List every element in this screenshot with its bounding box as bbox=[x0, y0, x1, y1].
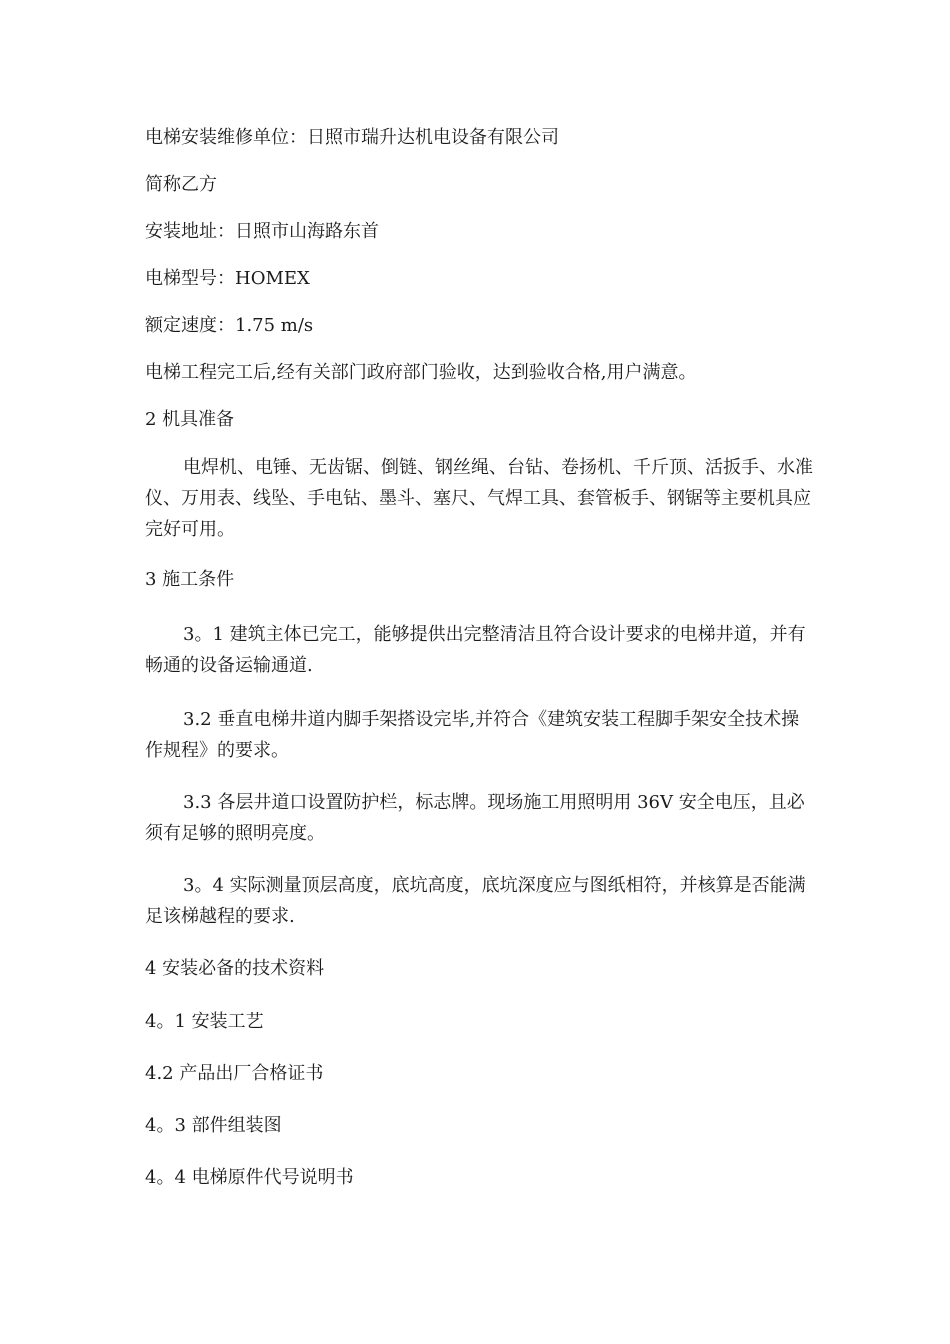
section-3-item bbox=[145, 870, 815, 932]
section-3-item-text: 3。1 建筑主体已完工，能够提供出完整清洁且符合设计要求的电梯井道，并有畅通的设备运输通道. bbox=[145, 624, 806, 676]
section-3-item bbox=[145, 619, 815, 681]
acceptance-line: 电梯工程完工后,经有关部门政府部门验收，达到验收合格,用户满意。 bbox=[145, 362, 697, 383]
abbreviation-line: 简称乙方 bbox=[145, 174, 217, 195]
section-2-heading: 2 机具准备 bbox=[145, 409, 235, 430]
elevator-model-line: 电梯型号：HOMEX bbox=[145, 268, 310, 289]
section-4-heading: 4 安装必备的技术资料 bbox=[145, 958, 325, 979]
section-2-body-text: 电焊机、电锤、无齿锯、倒链、钢丝绳、台钻、卷扬机、千斤顶、活扳手、水准仪、万用表、线坠、手电钻、墨斗、塞尺、气焊工具、套管板手、钢锯等主要机具应完好可用。 bbox=[145, 457, 813, 540]
installer-unit-line: 电梯安装维修单位：日照市瑞升达机电设备有限公司 bbox=[145, 127, 559, 148]
section-3-item bbox=[145, 704, 815, 766]
section-3-item bbox=[145, 787, 815, 849]
section-3-heading: 3 施工条件 bbox=[145, 569, 235, 590]
section-4-item: 4。3 部件组装图 bbox=[145, 1115, 282, 1136]
rated-speed-line: 额定速度：1.75 m/s bbox=[145, 315, 314, 336]
section-3-item-text: 3.2 垂直电梯井道内脚手架搭设完毕,并符合《建筑安装工程脚手架安全技术操作规程》的要求。 bbox=[145, 709, 800, 761]
install-address-line: 安装地址：日照市山海路东首 bbox=[145, 221, 379, 242]
section-3-item-text: 3.3 各层井道口设置防护栏，标志牌。现场施工用照明用 36V 安全电压，且必须有足够的照明亮度。 bbox=[145, 792, 805, 844]
section-3-item-text: 3。4 实际测量顶层高度，底坑高度，底坑深度应与图纸相符，并核算是否能满足该梯越程的要求. bbox=[145, 875, 806, 927]
section-4-item: 4.2 产品出厂合格证书 bbox=[145, 1063, 324, 1084]
section-4-item: 4。1 安装工艺 bbox=[145, 1011, 264, 1032]
section-4-item: 4。4 电梯原件代号说明书 bbox=[145, 1167, 354, 1188]
section-2-body bbox=[145, 452, 815, 545]
